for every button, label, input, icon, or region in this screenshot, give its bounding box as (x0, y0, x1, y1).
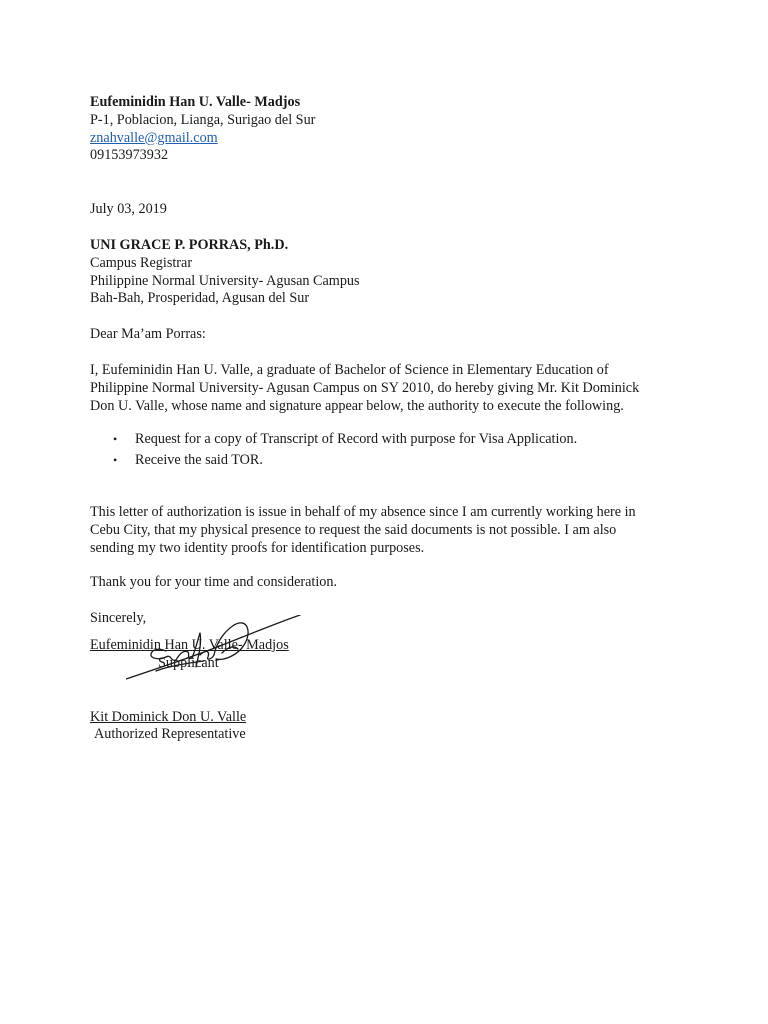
spacer (90, 165, 690, 201)
closing: Sincerely, (90, 610, 147, 627)
spacer (90, 557, 690, 574)
letter-date: July 03, 2019 (90, 201, 167, 218)
representative-name: Kit Dominick Don U. Valle (90, 708, 247, 725)
recipient-block (90, 237, 690, 308)
intro-paragraph (90, 362, 690, 415)
sender-email-link[interactable]: znahvalle@gmail.com (90, 129, 218, 146)
salutation: Dear Ma’am Porras: (90, 326, 206, 343)
spacer (90, 628, 690, 637)
sender-phone: 09153973932 (90, 147, 169, 164)
spacer (90, 308, 690, 326)
spacer (90, 673, 690, 709)
supplicant-name: Eufeminidin Han U. Valle- Madjos (90, 636, 289, 653)
spacer (90, 473, 690, 504)
recipient-institution: Philippine Normal University- Agusan Campus (90, 272, 360, 289)
intro-line: Philippine Normal University- Agusan Campus on SY 2010, do hereby giving Mr. Kit Dominick (90, 379, 640, 396)
recipient-address: Bah-Bah, Prosperidad, Agusan del Sur (90, 290, 310, 307)
reason-line: Cebu City, that my physical presence to request the said documents is not possible. I am also (90, 521, 617, 538)
reason-paragraph (90, 504, 690, 557)
reason-line: This letter of authorization is issue in behalf of my absence since I am currently working here in (90, 503, 636, 520)
intro-line: Don U. Valle, whose name and signature appear below, the authority to execute the following. (90, 397, 624, 414)
spacer (90, 344, 690, 362)
list-item (90, 452, 690, 470)
list-item (90, 431, 690, 449)
intro-line: I, Eufeminidin Han U. Valle, a graduate of Bachelor of Science in Elementary Education of (90, 361, 609, 378)
spacer (90, 415, 690, 431)
bullet-icon: • (113, 453, 118, 468)
request-text: Request for a copy of Transcript of Record with purpose for Visa Application. (135, 431, 578, 448)
spacer (90, 219, 690, 237)
supplicant-signature-block (90, 637, 690, 673)
bullet-icon: • (113, 432, 118, 447)
recipient-name: UNI GRACE P. PORRAS, Ph.D. (90, 236, 289, 253)
thanks-line: Thank you for your time and consideration. (90, 574, 338, 591)
representative-role: Authorized Representative (94, 726, 246, 743)
spacer (90, 592, 690, 610)
reason-line: sending my two identity proofs for identification purposes. (90, 539, 425, 556)
recipient-title: Campus Registrar (90, 254, 193, 271)
representative-block (90, 709, 690, 745)
sender-address: P-1, Poblacion, Lianga, Surigao del Sur (90, 111, 316, 128)
letter (90, 94, 690, 744)
sender-name: Eufeminidin Han U. Valle- Madjos (90, 94, 301, 110)
supplicant-role: Supplicant (158, 654, 219, 671)
request-list (90, 431, 690, 470)
request-text: Receive the said TOR. (135, 452, 263, 469)
sender-block (90, 94, 690, 165)
